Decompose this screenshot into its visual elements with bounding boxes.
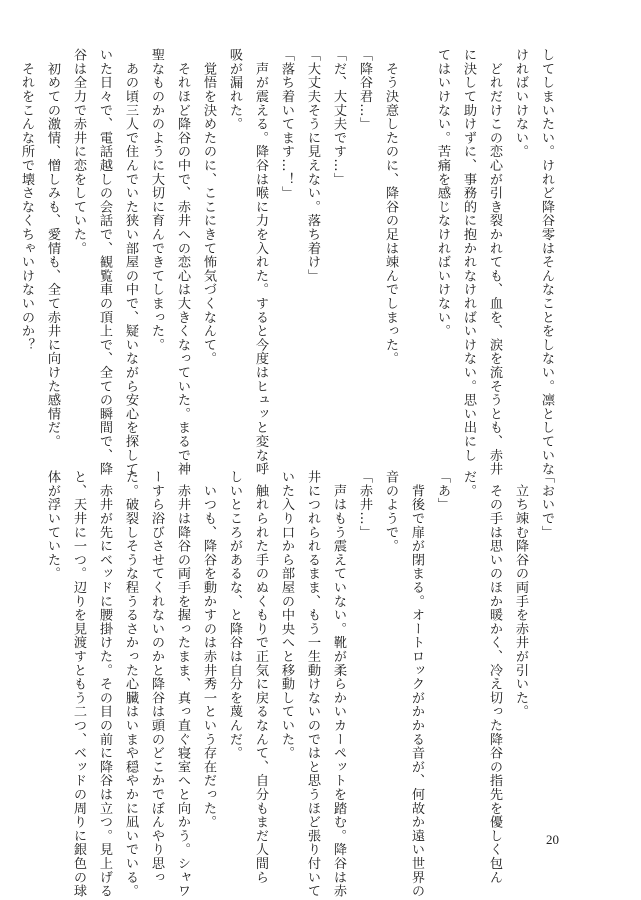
text-line: いつも、降谷を動かすのは赤井秀一という存在だった。 [201,470,216,829]
text-line: いた入り口から部屋の中央へと移動していた。 [279,470,294,760]
upper-text-block [19,48,559,476]
text-line: 「おいで」 [539,470,554,539]
page-number: 20 [546,832,559,847]
text-line: た。破裂しそうな程うるさかった心臓はいまや穏やかに凪いでいる。 [123,470,138,898]
text-line: 背後で扉が閉まる。オートロックがかかる音が、何故か遠い世界の [409,470,424,898]
text-line: いた日々で、電話越しの会話で、観覧車の頂上で、全ての瞬間で、降 [97,48,112,476]
text-line: 初めての激情、憎しみも、愛情も、全て赤井に向けた感情だ。 [45,48,60,449]
text-line: てはいけない。苦痛を感じなければいけない。 [435,48,450,338]
text-line: 「あ」 [435,470,450,512]
text-line: そう決意したのに、降谷の足は竦んでしまった。 [383,48,398,366]
text-line: 音のようで。 [383,470,398,553]
text-line: 声はもう震えていない。靴が柔らかいカーペットを踏む。降谷は赤 [331,470,346,898]
text-line: 立ち竦む降谷の両手を赤井が引いた。 [513,470,528,719]
text-line: ければいけない。 [513,48,528,159]
text-line: 「赤井…」 [357,470,372,539]
text-line: しいところがあるな、と降谷は自分を蔑んだ。 [227,470,242,760]
text-line: 谷は全力で赤井に恋をしていた。 [71,48,86,255]
text-line: に決して助けずに、事務的に抱かれなければいけない。思い出にし [461,48,476,462]
text-line: 井につれられるまま、もう一生動けないのではと思うほど張り付いて [305,470,320,898]
text-line: してしまいたい。けれど降谷零はそんなことをしない。凛としていな [539,48,554,476]
text-line: 吸が漏れた。 [227,48,242,131]
text-line: だ。 [461,470,476,498]
text-line: 声が震える。降谷は喉に力を入れた。すると今度はヒュッと変な呼 [253,48,268,476]
text-line: 「だ、大丈夫です…」 [331,48,346,186]
text-line: と、天井に一つ。辺りを見渡すともう二つ、ベッドの周りに銀色の球 [71,470,86,898]
text-line: その手は思いのほか暖かく、冷え切った降谷の指先を優しく包ん [487,470,502,884]
text-line: 赤井は降谷の両手を握ったまま、真っ直ぐ寝室へと向かう。シャワ [175,470,190,898]
text-line: 覚悟を決めたのに、ここにきて怖気づくなんて。 [201,48,216,366]
text-line: 触れられた手のぬくもりで正気に戻るなんて、自分もまだ人間ら [253,470,268,884]
text-line: それをこんな所で壊さなくちゃいけないのか？ [19,48,34,352]
text-line: 「落ち着いてます…！」 [279,48,294,200]
text-line: 「降谷君…」 [357,48,372,131]
text-line: どれだけこの恋心が引き裂かれても、血を、涙を流そうとも、赤井 [487,48,502,476]
text-line: 聖なものかのように大切に育んできてしまった。 [149,48,164,352]
text-line: 「大丈夫そうに見えない。落ち着け」 [305,48,320,283]
text-line: ーすら浴びさせてくれないのかと降谷は頭のどこかでぼんやり思っ [149,470,164,884]
lower-text-block [45,470,559,898]
text-line: 体が浮いていた。 [45,470,60,581]
text-line: あの頃三人で住んでいた狭い部屋の中で、疑いながら安心を探して [123,48,138,476]
text-line: 赤井が先にベッドに腰掛けた。その目の前に降谷は立つ。見上げる [97,470,112,898]
text-line: それほど降谷の中で、赤井への恋心は大きくなっていた。まるで神 [175,48,190,476]
